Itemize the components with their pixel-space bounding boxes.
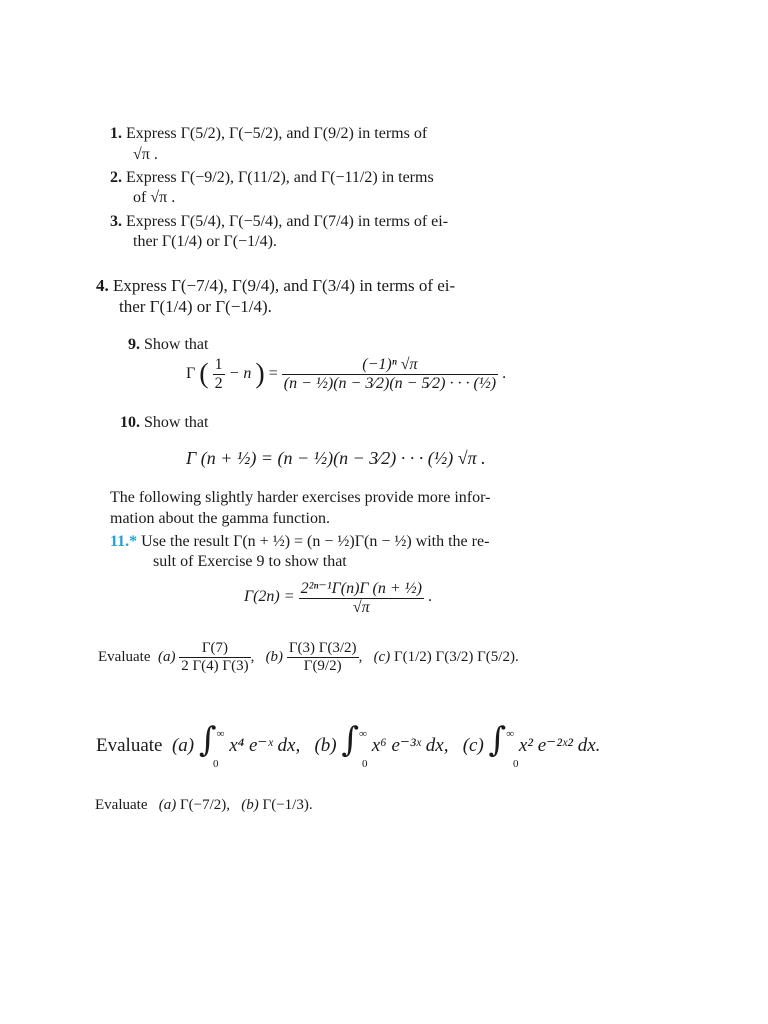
problem-4 xyxy=(96,276,455,296)
evaluate-label: Evaluate xyxy=(95,797,148,813)
evaluate-label: Evaluate xyxy=(96,735,163,756)
problem-number: 9. xyxy=(128,336,140,353)
problem-text: Express Γ(5/2), Γ(−5/2), and Γ(9/2) in terms of xyxy=(126,125,428,142)
problem-text: Show that xyxy=(144,414,209,431)
problem-text: Express Γ(−9/2), Γ(11/2), and Γ(−11/2) in terms xyxy=(126,169,434,186)
problem-number: 4. xyxy=(96,276,109,295)
evaluate-2: Evaluate (a) ∫∞ x⁴ e⁻ˣ dx, (b) ∫∞ x⁶ e⁻³ˣ dx, (c) ∫∞ x² e⁻²ˣ² dx. xyxy=(96,720,601,760)
problem-11 xyxy=(110,533,489,551)
equation-11-fraction: $\frac{\text{2²ⁿ⁻¹Γ(n)Γ (n + ½)}}{√\pi}$ xyxy=(300,580,422,616)
problem-number: 1. xyxy=(110,125,122,142)
evaluate-3: Evaluate (a) Γ(−7/2), (b) Γ(−1/3). xyxy=(95,797,313,813)
problem-4-cont: ther Γ(1/4) or Γ(−1/4). xyxy=(119,297,272,316)
problem-2 xyxy=(110,169,434,187)
evaluate-1: Evaluate (a) $\frac{\Gamma(7)}{2 \Gamma(4) \Gamma(3)}$ , (b) $\frac{\Gamma(3) \Gamma(3/2)}{\Gamma(9/2)}$ , (c) Γ(1/2) Γ(3/2) Γ(5/2). xyxy=(98,640,519,674)
problem-3-cont: ther Γ(1/4) or Γ(−1/4). xyxy=(133,233,277,250)
equation-9: Γ ( $\frac{1}{2}$ − n ) = $\frac{\text{(−1)ⁿ √π}}{\text{(n − ½)(n − 3⁄2)(n − 5⁄2) · · · (½)}}$ . xyxy=(186,356,507,392)
lower-limit: 0 xyxy=(362,758,368,770)
equation-10: Γ (n + ½) = (n − ½)(n − 3⁄2) · · · (½) √π . xyxy=(186,448,486,468)
problem-2-cont: of √π . xyxy=(133,189,176,206)
gamma-symbol: Γ xyxy=(186,365,196,383)
problem-text: Express Γ(−7/4), Γ(9/4), and Γ(3/4) in terms of ei- xyxy=(113,276,456,295)
intro-line-2: mation about the gamma function. xyxy=(110,510,330,527)
problem-text: Express Γ(5/4), Γ(−5/4), and Γ(7/4) in terms of ei- xyxy=(126,213,449,230)
problem-1-cont: √π . xyxy=(133,146,158,163)
problem-number: 3. xyxy=(110,213,122,230)
lower-limit: 0 xyxy=(513,758,519,770)
problem-number: 2. xyxy=(110,169,122,186)
lower-limit: 0 xyxy=(213,758,219,770)
evaluate-label: Evaluate xyxy=(98,648,151,665)
rhs-fraction: $\frac{\text{(−1)ⁿ √π}}{\text{(n − ½)(n − 3⁄2)(n − 5⁄2) · · · (½)}}$ xyxy=(283,356,497,392)
problem-11-cont: sult of Exercise 9 to show that xyxy=(153,553,347,570)
eval1-a-fraction: $\frac{\Gamma(7)}{2 \Gamma(4) \Gamma(3)}$ xyxy=(181,640,249,674)
problem-number: 11.* xyxy=(110,533,138,550)
problem-3 xyxy=(110,213,448,231)
problem-text: Use the result Γ(n + ½) = (n − ½)Γ(n − ½) with the re- xyxy=(141,533,490,550)
intro-line-1: The following slightly harder exercises provide more infor- xyxy=(110,489,491,506)
problem-number: 10. xyxy=(120,414,140,431)
problem-text: Show that xyxy=(144,336,209,353)
problem-9 xyxy=(128,336,208,354)
lhs-fraction: $\frac{1}{2}$ xyxy=(214,356,223,392)
problem-1 xyxy=(110,125,427,143)
equation-11: Γ(2n) = $\frac{\text{2²ⁿ⁻¹Γ(n)Γ (n + ½)}}{√\pi}$ . xyxy=(244,580,432,616)
eval1-b-fraction: $\frac{\Gamma(3) \Gamma(3/2)}{\Gamma(9/2)}$ xyxy=(288,640,357,674)
problem-10 xyxy=(120,414,208,432)
